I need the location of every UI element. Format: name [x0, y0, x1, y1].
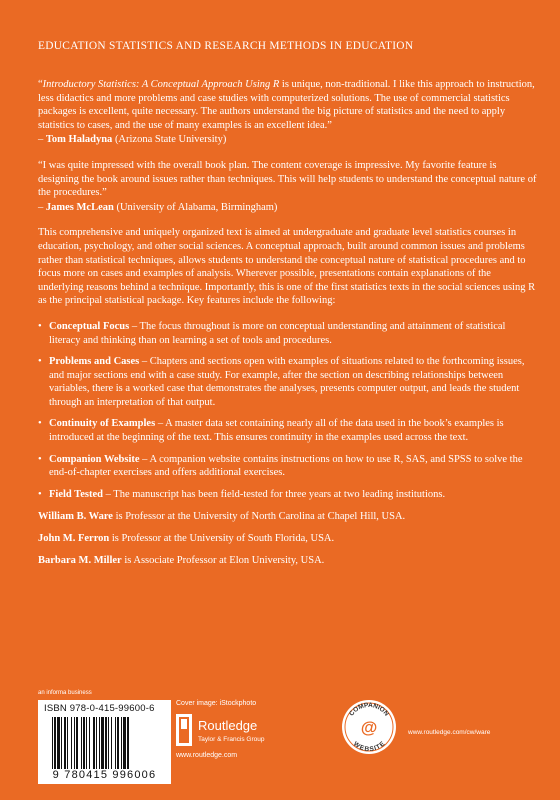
reviewer-name: James McLean [45, 201, 114, 213]
feature-item [38, 417, 538, 444]
feature-text: – The focus throughout is more on conceptual understanding and attainment of statistical literacy and thinking than on learning a set of tools and procedures. [49, 320, 506, 346]
author-bios [38, 510, 538, 567]
feature-item [38, 355, 538, 409]
barcode-bar [108, 717, 109, 769]
isbn-barcode-box [38, 700, 171, 784]
cover-credit: Cover image: iStockphoto [176, 700, 257, 707]
reviewer-name: Tom Haladyna [45, 134, 113, 146]
series-title: EDUCATION STATISTICS AND RESEARCH METHODS IN EDUCATION [38, 40, 414, 52]
barcode-bar [61, 717, 62, 769]
barcode-bar [96, 717, 97, 769]
feature-title: Continuity of Examples [49, 418, 156, 430]
author-name: Barbara M. Miller [38, 554, 122, 566]
svg-text:WEBSITE: WEBSITE [351, 740, 387, 754]
barcode-bar [121, 717, 122, 769]
barcode-bar [127, 717, 129, 769]
barcode-bar [115, 717, 116, 769]
feature-title: Conceptual Focus [49, 320, 130, 332]
feature-item [38, 488, 538, 502]
barcode-bar [76, 717, 78, 769]
barcode-bar [83, 717, 85, 769]
praise-quote-1: “Introductory Statistics: A Conceptual Approach Using R is unique, non-traditional. I like this approach to instruction, less didactics and more problems and case studies with computerized solutions. The use of commercial statistics packages is excellent, quite necessary. The authors understand the big picture of statistics and the need to apply statistics to cases, and the use of many examples is an excellent idea.” [38, 79, 535, 131]
barcode-bar [81, 717, 82, 769]
barcode-bar [52, 717, 53, 769]
barcode-bar [86, 717, 87, 769]
isbn-label: ISBN 978-0-415-99600-6 [44, 703, 155, 714]
barcode-bar [54, 717, 56, 769]
barcode-bar [99, 717, 100, 769]
bullet: • [38, 418, 42, 430]
feature-text: – A companion website contains instructions on how to use R, SAS, and SPSS to solve the end-of-chapter exercises and offers additional exercises. [49, 453, 523, 479]
barcode-bar [117, 717, 119, 769]
publisher-name: Routledge [198, 718, 258, 733]
author-name: John M. Ferron [38, 533, 110, 545]
author-bio: William B. Ware is Professor at the University of North Carolina at Chapel Hill, USA. [38, 511, 406, 523]
barcode-bar [111, 717, 112, 769]
barcode-bar [89, 717, 90, 769]
bullet: • [38, 453, 42, 465]
barcode-bar [71, 717, 72, 769]
svg-text:COMPANION: COMPANION [348, 701, 390, 718]
barcode-bar [64, 717, 66, 769]
cover-footer [0, 686, 560, 800]
barcode-bar [57, 717, 60, 769]
svg-text:@: @ [360, 718, 378, 737]
barcode-bar [101, 717, 104, 769]
barcode-number: 9 780415 996006 [52, 769, 157, 781]
barcode-icon [52, 717, 157, 769]
reviewer-affiliation: (Arizona State University) [112, 134, 227, 146]
barcode-bar [74, 717, 75, 769]
feature-title: Problems and Cases [49, 356, 140, 368]
bullet: • [38, 488, 42, 500]
publisher-url: www.routledge.com [176, 752, 238, 759]
barcode-bar [93, 717, 95, 769]
cover-content [38, 78, 538, 575]
feature-title: Field Tested [49, 488, 103, 500]
feature-text: – Chapters and sections open with examples of situations related to the forthcoming issues, and major sections end with a case study. For example, after the section on describing relationships between variables, there is a worked case that demonstrates the analyses, presents computer output, and leads the student through an interpretation of that output. [49, 356, 525, 408]
companion-website-url: www.routledge.com/cw/ware [408, 729, 491, 736]
informa-tagline: an informa business [38, 690, 92, 696]
reviewer-affiliation: (University of Alabama, Birmingham) [113, 201, 278, 213]
author-name: William B. Ware [38, 511, 113, 523]
feature-item [38, 453, 538, 480]
author-bio: Barbara M. Miller is Associate Professor at Elon University, USA. [38, 554, 325, 566]
publisher-group: Taylor & Francis Group [198, 736, 265, 743]
author-bio: John M. Ferron is Professor at the University of South Florida, USA. [38, 533, 335, 545]
feature-item [38, 320, 538, 347]
praise-attribution-1: – Tom Haladyna (Arizona State University) [38, 134, 227, 146]
praise-attribution-2: – James McLean (University of Alabama, Birmingham) [38, 201, 278, 213]
feature-title: Companion Website [49, 453, 140, 465]
book-description: This comprehensive and uniquely organized text is aimed at undergraduate and graduate level statistics courses in education, psychology, and other social sciences. A conceptual approach, built around common issues and problems rather than statistical techniques, allows students to understand the conceptual nature of statistical procedures and to focus more on cases and examples of analysis. Wherever possible, presentations contain explanations of the underlying reasons behind a technique. Importantly, this is one of the first statistics texts in the social sciences using R as the principal statistical package. Key features include the following: [38, 227, 536, 307]
bullet: • [38, 356, 42, 368]
praise-quote-2: “I was quite impressed with the overall book plan. The content coverage is impressive. My favorite feature is designing the book around issues rather than techniques. This will help students to understand the conceptual nature of the procedures.” [38, 159, 537, 199]
barcode-bar [105, 717, 107, 769]
feature-text: – A master data set containing nearly all of the data used in the book’s examples is introduced at the beginning of the text. This ensures continuity in the examples used across the text. [49, 418, 504, 444]
barcode-bar [123, 717, 126, 769]
bullet: • [38, 320, 42, 332]
feature-text: – The manuscript has been field-tested for three years at two leading institutions. [102, 488, 446, 500]
feature-list [38, 320, 538, 502]
companion-website-seal-icon [340, 698, 398, 756]
barcode-bar [67, 717, 68, 769]
routledge-logo-icon [176, 714, 192, 746]
book-title: Introductory Statistics: A Conceptual Approach Using R [42, 79, 280, 90]
